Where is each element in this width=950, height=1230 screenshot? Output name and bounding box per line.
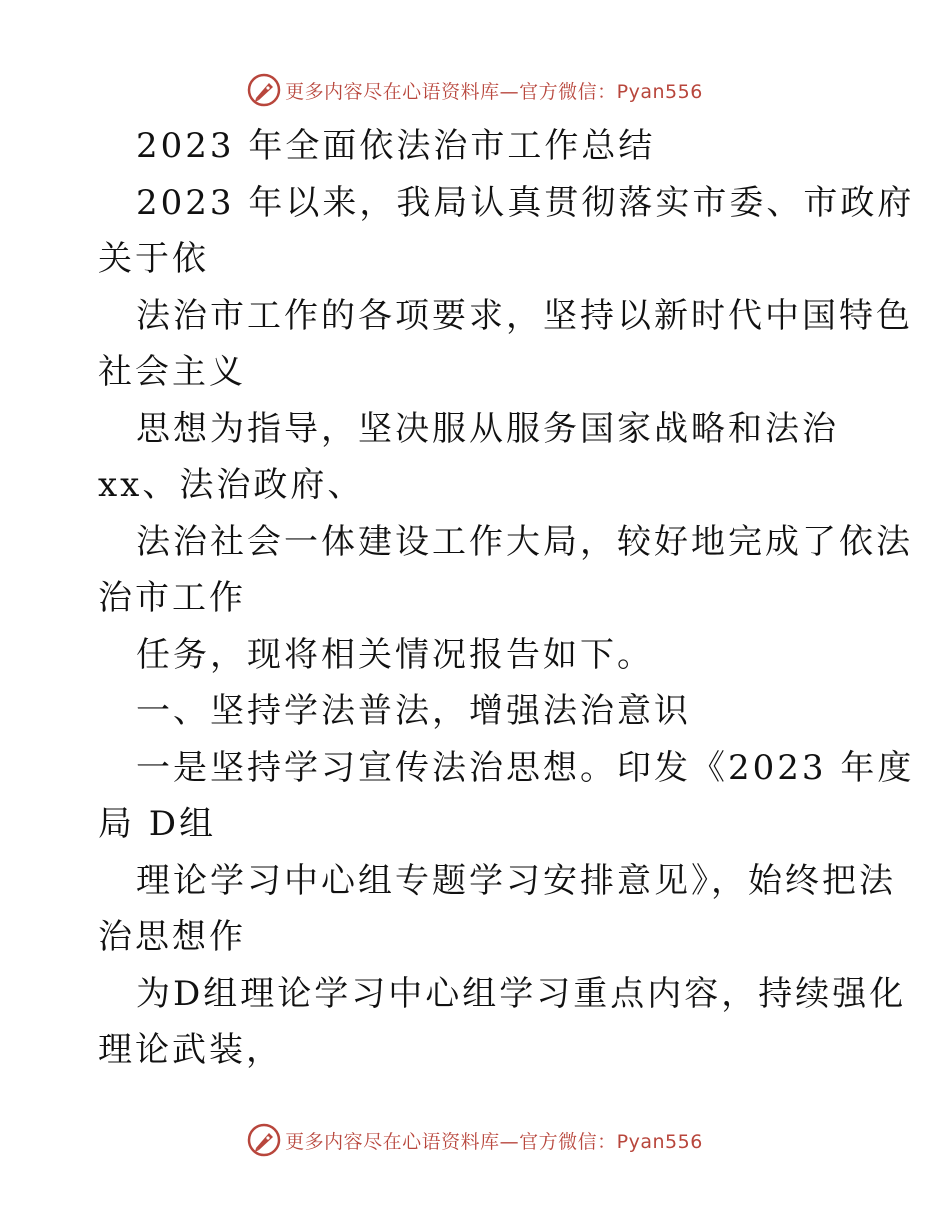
document-body — [0, 118, 950, 1079]
document-title: 2023 年全面依法治市工作总结 — [136, 126, 656, 166]
watermark-text: 更多内容尽在心语资料库—官方微信：Pyan556 — [285, 1130, 703, 1153]
text-line: 治思想作 — [98, 917, 246, 957]
text-line: 理论武装， — [98, 1030, 283, 1070]
text-line: 理论学习中心组专题学习安排意见》，始终把法 — [136, 860, 896, 901]
text-line: 社会主义 — [98, 352, 246, 392]
pen-nib-logo-icon — [247, 73, 281, 107]
text-line: 法治市工作的各项要求，坚持以新时代中国特色 — [136, 295, 913, 336]
pen-nib-logo-icon — [247, 1123, 281, 1157]
watermark-text: 更多内容尽在心语资料库—官方微信：Pyan556 — [285, 80, 703, 103]
text-line: 法治社会一体建设工作大局，较好地完成了依法 — [136, 521, 913, 562]
text-line: 局 D组 — [98, 804, 217, 844]
text-line: 任务，现将相关情况报告如下。 — [136, 634, 654, 675]
text-line: 一是坚持学习宣传法治思想。印发《2023 年度 — [136, 747, 915, 788]
text-line: xx、法治政府、 — [98, 465, 365, 505]
text-line: 思想为指导，坚决服从服务国家战略和法治 — [136, 408, 839, 449]
section-heading: 一、坚持学法普法，增强法治意识 — [136, 691, 691, 731]
text-line: 为D组理论学习中心组学习重点内容，持续强化 — [136, 973, 907, 1014]
watermark-banner-bottom — [0, 1120, 950, 1160]
text-line: 关于依 — [98, 239, 209, 279]
watermark-banner-top — [0, 70, 950, 110]
text-line: 治市工作 — [98, 578, 246, 618]
text-line: 2023 年以来，我局认真贯彻落实市委、市政府 — [136, 182, 915, 223]
